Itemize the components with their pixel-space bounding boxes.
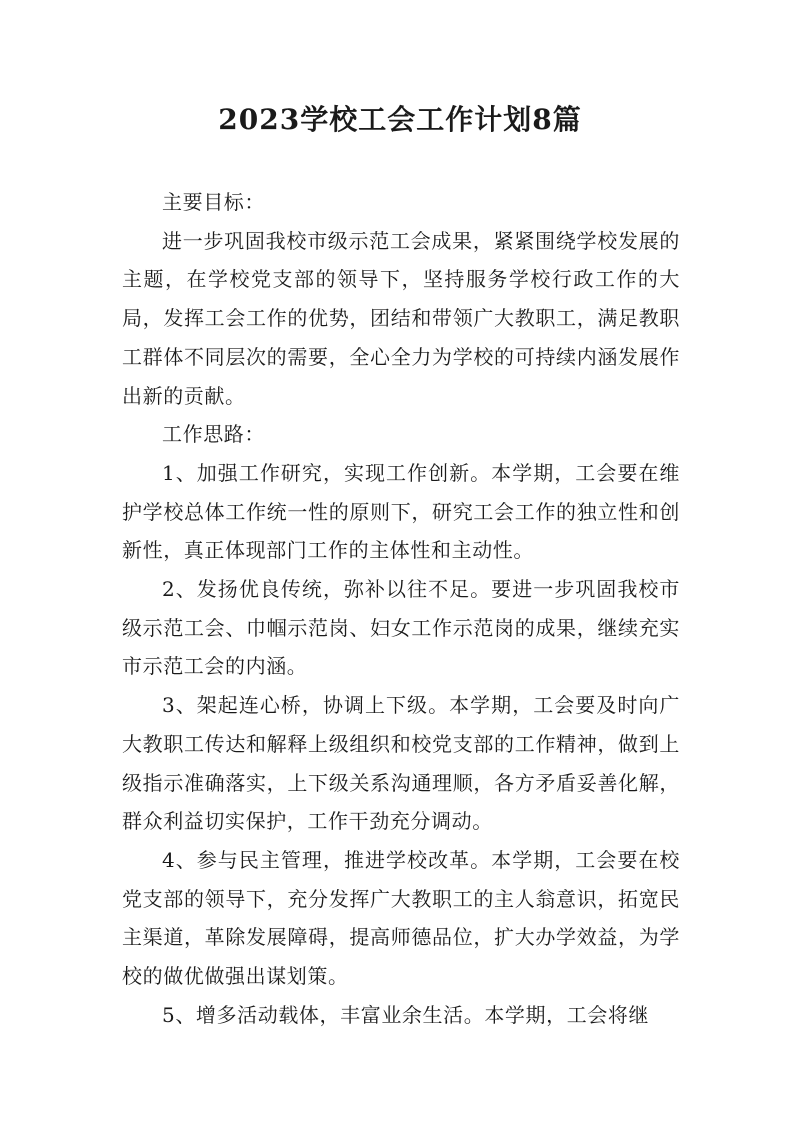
paragraph-item-3: 3、架起连心桥，协调上下级。本学期，工会要及时向广大教职工传达和解释上级组织和校党支部的工作精神，做到上级指示准确落实，上下级关系沟通理顺，各方矛盾妥善化解，群众利益切实保护，工作干劲充分调动。 bbox=[122, 693, 680, 834]
heading-work-ideas: 工作思路： bbox=[162, 422, 265, 447]
paragraph-main-goals: 进一步巩固我校市级示范工会成果，紧紧围绕学校发展的主题，在学校党支部的领导下，坚持服务学校行政工作的大局，发挥工会工作的优势，团结和带领广大教职工，满足教职工群体不同层次的需要，全心全力为学校的可持续内涵发展作出新的贡献。 bbox=[122, 228, 680, 408]
paragraph-item-2: 2、发扬优良传统，弥补以往不足。要进一步巩固我校市级示范工会、巾帼示范岗、妇女工作示范岗的成果，继续充实市示范工会的内涵。 bbox=[122, 577, 680, 679]
paragraph-item-4: 4、参与民主管理，推进学校改革。本学期，工会要在校党支部的领导下，充分发挥广大教职工的主人翁意识，拓宽民主渠道，革除发展障碍，提高师德品位，扩大办学效益，为学校的做优做强出谋划策。 bbox=[122, 847, 680, 989]
heading-main-goals: 主要目标： bbox=[162, 190, 265, 214]
document-title: 2023学校工会工作计划8篇 bbox=[218, 103, 582, 136]
document-body bbox=[122, 183, 680, 1034]
paragraph-item-5: 5、增多活动载体，丰富业余生活。本学期，工会将继 bbox=[162, 1002, 650, 1027]
paragraph-item-1: 1、加强工作研究，实现工作创新。本学期，工会要在维护学校总体工作统一性的原则下，研究工会工作的独立性和创新性，真正体现部门工作的主体性和主动性。 bbox=[122, 460, 680, 563]
